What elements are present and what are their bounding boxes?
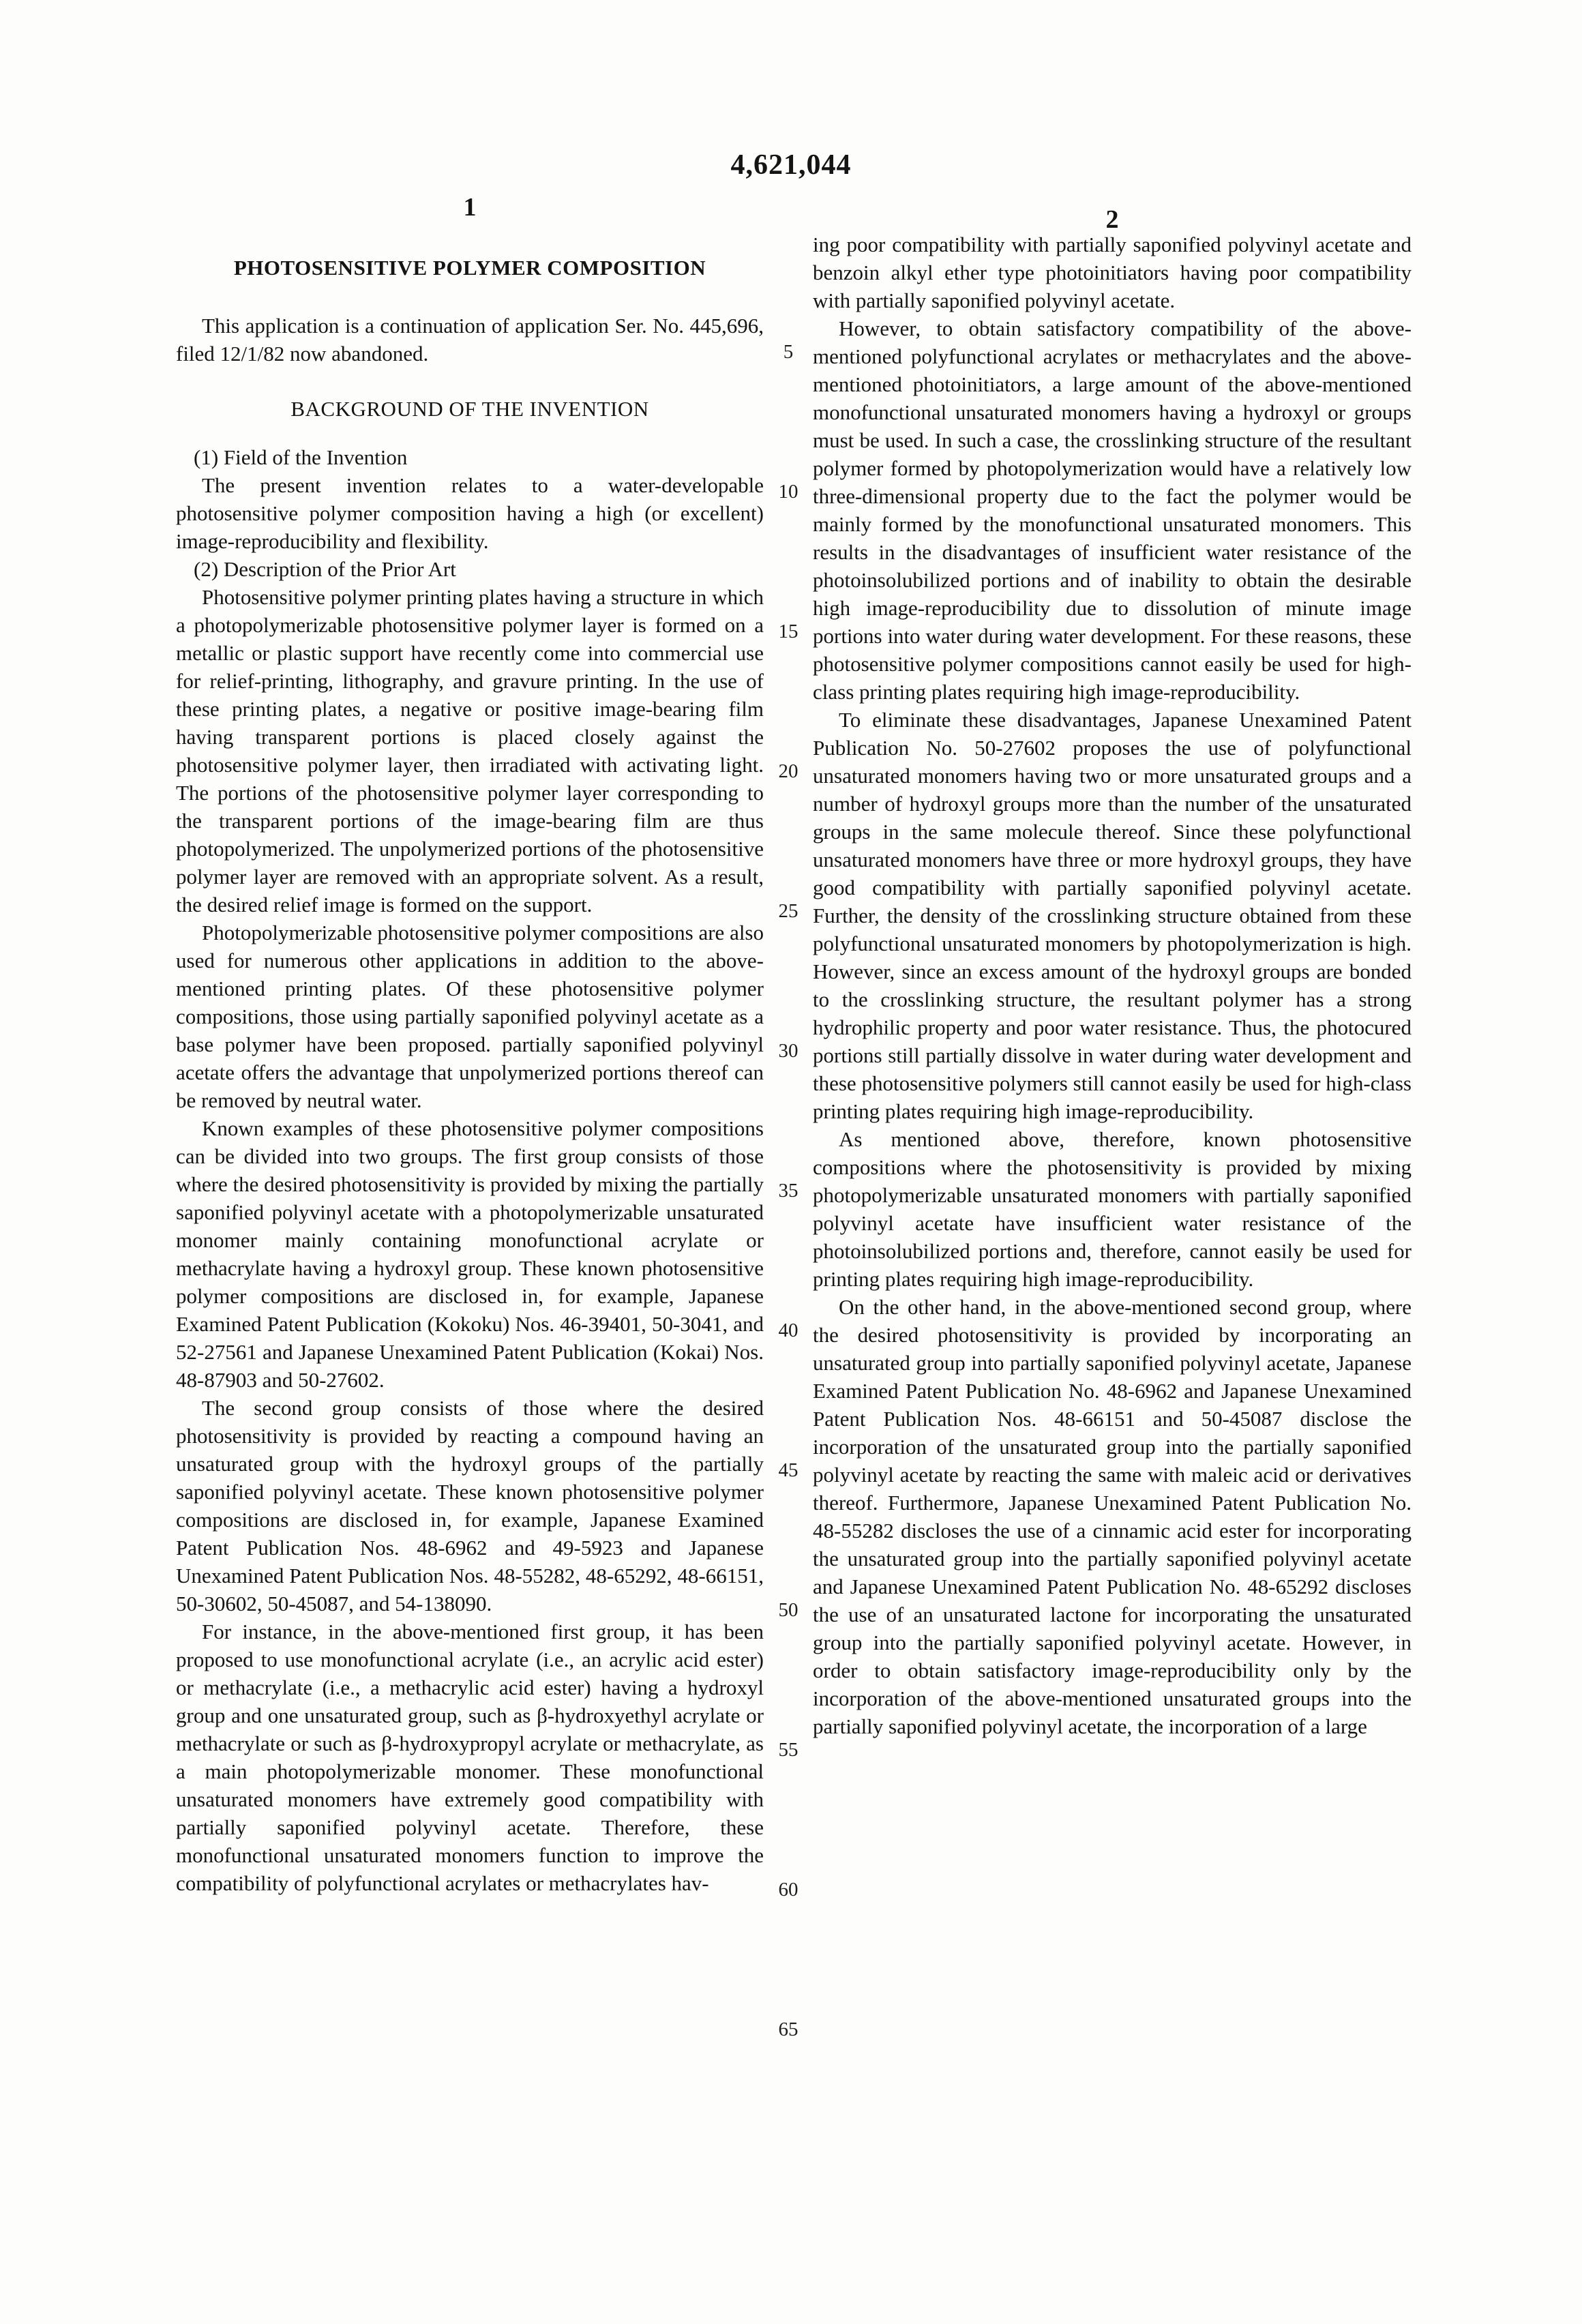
- continuation-note: This application is a continuation of application Ser. No. 445,696, filed 12/1/82 now abandoned.: [176, 314, 764, 366]
- field-of-invention-heading: (1) Field of the Invention: [194, 445, 408, 469]
- paragraph: The present invention relates to a water-developable photosensitive polymer composition having a high (or excellent) image-reproducibility and flexibility.: [176, 473, 764, 553]
- line-number: 60: [778, 1879, 799, 1901]
- line-number: 30: [778, 1040, 799, 1062]
- line-number: 35: [778, 1180, 799, 1202]
- paragraph: For instance, in the above-mentioned first group, it has been proposed to use monofunctional acrylate (i.e., an acrylic acid ester) or methacrylate (i.e., a methacrylic acid ester) having a hydroxyl group and one unsaturated group, such as β-hydroxyethyl acrylate or methacrylate or such as β-hydroxypropyl acrylate or methacrylate, as a main photopolymerizable monomer. These monofunctional unsaturated monomers have extremely good compatibility with partially saponified polyvinyl acetate. Therefore, these monofunctional unsaturated monomers function to improve the compatibility of polyfunctional acrylates or methacrylates hav-: [176, 1620, 764, 1895]
- line-number: 15: [778, 621, 799, 642]
- line-number: 55: [778, 1739, 799, 1761]
- line-number: 5: [783, 341, 794, 363]
- paragraph: ing poor compatibility with partially saponified polyvinyl acetate and benzoin alkyl ether type photoinitiators having poor compatibility with partially saponified polyvinyl acetate.: [813, 233, 1412, 312]
- paragraph: The second group consists of those where the desired photosensitivity is provided by reacting a compound having an unsaturated group with the hydroxyl groups of the partially saponified polyvinyl acetate. These known photosensitive polymer compositions are disclosed in, for example, Japanese Examined Patent Publication Nos. 48-6962 and 49-5923 and Japanese Unexamined Patent Publication Nos. 48-55282, 48-65292, 48-66151, 50-30602, 50-45087, and 54-138090.: [176, 1396, 764, 1615]
- left-column: [176, 254, 764, 1897]
- line-number: 50: [778, 1599, 799, 1621]
- paragraph: Known examples of these photosensitive polymer compositions can be divided into two groups. The first group consists of those where the desired photosensitivity is provided by mixing the partially saponified polyvinyl acetate with a photopolymerizable unsaturated monomer mainly containing monofunctional acrylate or methacrylate having a hydroxyl group. These known photosensitive polymer compositions are disclosed in, for example, Japanese Examined Patent Publication (Kokoku) Nos. 46-39401, 50-3041, and 52-27561 and Japanese Unexamined Patent Publication (Kokai) Nos. 48-87903 and 50-27602.: [176, 1116, 764, 1392]
- paragraph: Photopolymerizable photosensitive polymer compositions are also used for numerous other applications in addition to the above-mentioned printing plates. Of these photosensitive polymer compositions, those using partially saponified polyvinyl acetate as a base polymer have been proposed. partially saponified polyvinyl acetate offers the advantage that unpolymerized portions thereof can be removed by neutral water.: [176, 921, 764, 1112]
- line-number: 40: [778, 1320, 799, 1341]
- paragraph: However, to obtain satisfactory compatibility of the above-mentioned polyfunctional acrylates or methacrylates and the above-mentioned photoinitiators, a large amount of the above-mentioned monofunctional unsaturated monomers having a hydroxyl or groups must be used. In such a case, the crosslinking structure of the resultant polymer formed by photopolymerization would have a relatively low three-dimensional property due to the fact the polymer would be mainly formed by the monofunctional unsaturated monomers. This results in the disadvantages of insufficient water resistance of the photoinsolubilized portions and of inability to obtain the desirable high image-reproducibility due to dissolution of minute image portions into water during water development. For these reasons, these photosensitive polymer compositions cannot easily be used for high-class printing plates requiring high image-reproducibility.: [813, 316, 1412, 704]
- paragraph: Photosensitive polymer printing plates having a structure in which a photopolymerizable photosensitive polymer layer is formed on a metallic or plastic support have recently come into commercial use for relief-printing, lithography, and gravure printing. In the use of these printing plates, a negative or positive image-bearing film having transparent portions is placed closely against the photosensitive polymer layer, then irradiated with activating light. The portions of the photosensitive polymer layer corresponding to the transparent portions of the image-bearing film are thus photopolymerized. The unpolymerized portions of the photosensitive polymer layer are removed with an appropriate solvent. As a result, the desired relief image is formed on the support.: [176, 585, 764, 917]
- line-number: 45: [778, 1459, 799, 1481]
- background-section-heading: BACKGROUND OF THE INVENTION: [290, 397, 649, 421]
- paragraph: As mentioned above, therefore, known photosensitive compositions where the photosensitivity is provided by mixing photopolymerizable unsaturated monomers with partially saponified polyvinyl acetate have insufficient water resistance of the photoinsolubilized portions and, therefore, cannot easily be used for printing plates requiring high image-reproducibility.: [813, 1127, 1412, 1291]
- line-number: 10: [778, 481, 799, 503]
- invention-title: PHOTOSENSITIVE POLYMER COMPOSITION: [233, 256, 706, 280]
- paragraph: To eliminate these disadvantages, Japanese Unexamined Patent Publication No. 50-27602 proposes the use of polyfunctional unsaturated monomers having two or more unsaturated groups and a number of hydroxyl groups more than the number of the unsaturated groups in the same molecule thereof. Since these polyfunctional unsaturated monomers have three or more hydroxyl groups, they have good compatibility with partially saponified polyvinyl acetate. Further, the density of the crosslinking structure obtained from these polyfunctional unsaturated monomers by photopolymerization is high. However, since an excess amount of the hydroxyl groups are bonded to the crosslinking structure, the resultant polymer has a strong hydrophilic property and poor water resistance. Thus, the photocured portions still partially dissolve in water during water development and these photosensitive polymers still cannot easily be used for high-class printing plates requiring high image-reproducibility.: [813, 708, 1412, 1123]
- paragraph: On the other hand, in the above-mentioned second group, where the desired photosensitivity is provided by incorporating an unsaturated group into partially saponified polyvinyl acetate, Japanese Examined Patent Publication No. 48-6962 and Japanese Unexamined Patent Publication Nos. 48-66151 and 50-45087 disclose the incorporation of the unsaturated group into the partially saponified polyvinyl acetate by reacting the same with maleic acid or derivatives thereof. Furthermore, Japanese Unexamined Patent Publication No. 48-55282 discloses the use of a cinnamic acid ester for incorporating the unsaturated group into the partially saponified polyvinyl acetate and Japanese Unexamined Patent Publication No. 48-65292 discloses the use of an unsaturated lactone for incorporating the unsaturated group into the partially saponified polyvinyl acetate. However, in order to obtain satisfactory image-reproducibility only by the incorporation of the above-mentioned unsaturated groups into the partially saponified polyvinyl acetate, the incorporation of a large: [813, 1295, 1412, 1738]
- line-number: 65: [778, 2018, 799, 2040]
- column-number-1: 1: [463, 193, 477, 222]
- line-number: 20: [778, 760, 799, 782]
- right-column: [813, 230, 1412, 1740]
- line-number: 25: [778, 900, 799, 922]
- prior-art-heading: (2) Description of the Prior Art: [194, 557, 456, 581]
- patent-number: 4,621,044: [730, 149, 852, 181]
- column-number-2: 2: [1105, 205, 1119, 234]
